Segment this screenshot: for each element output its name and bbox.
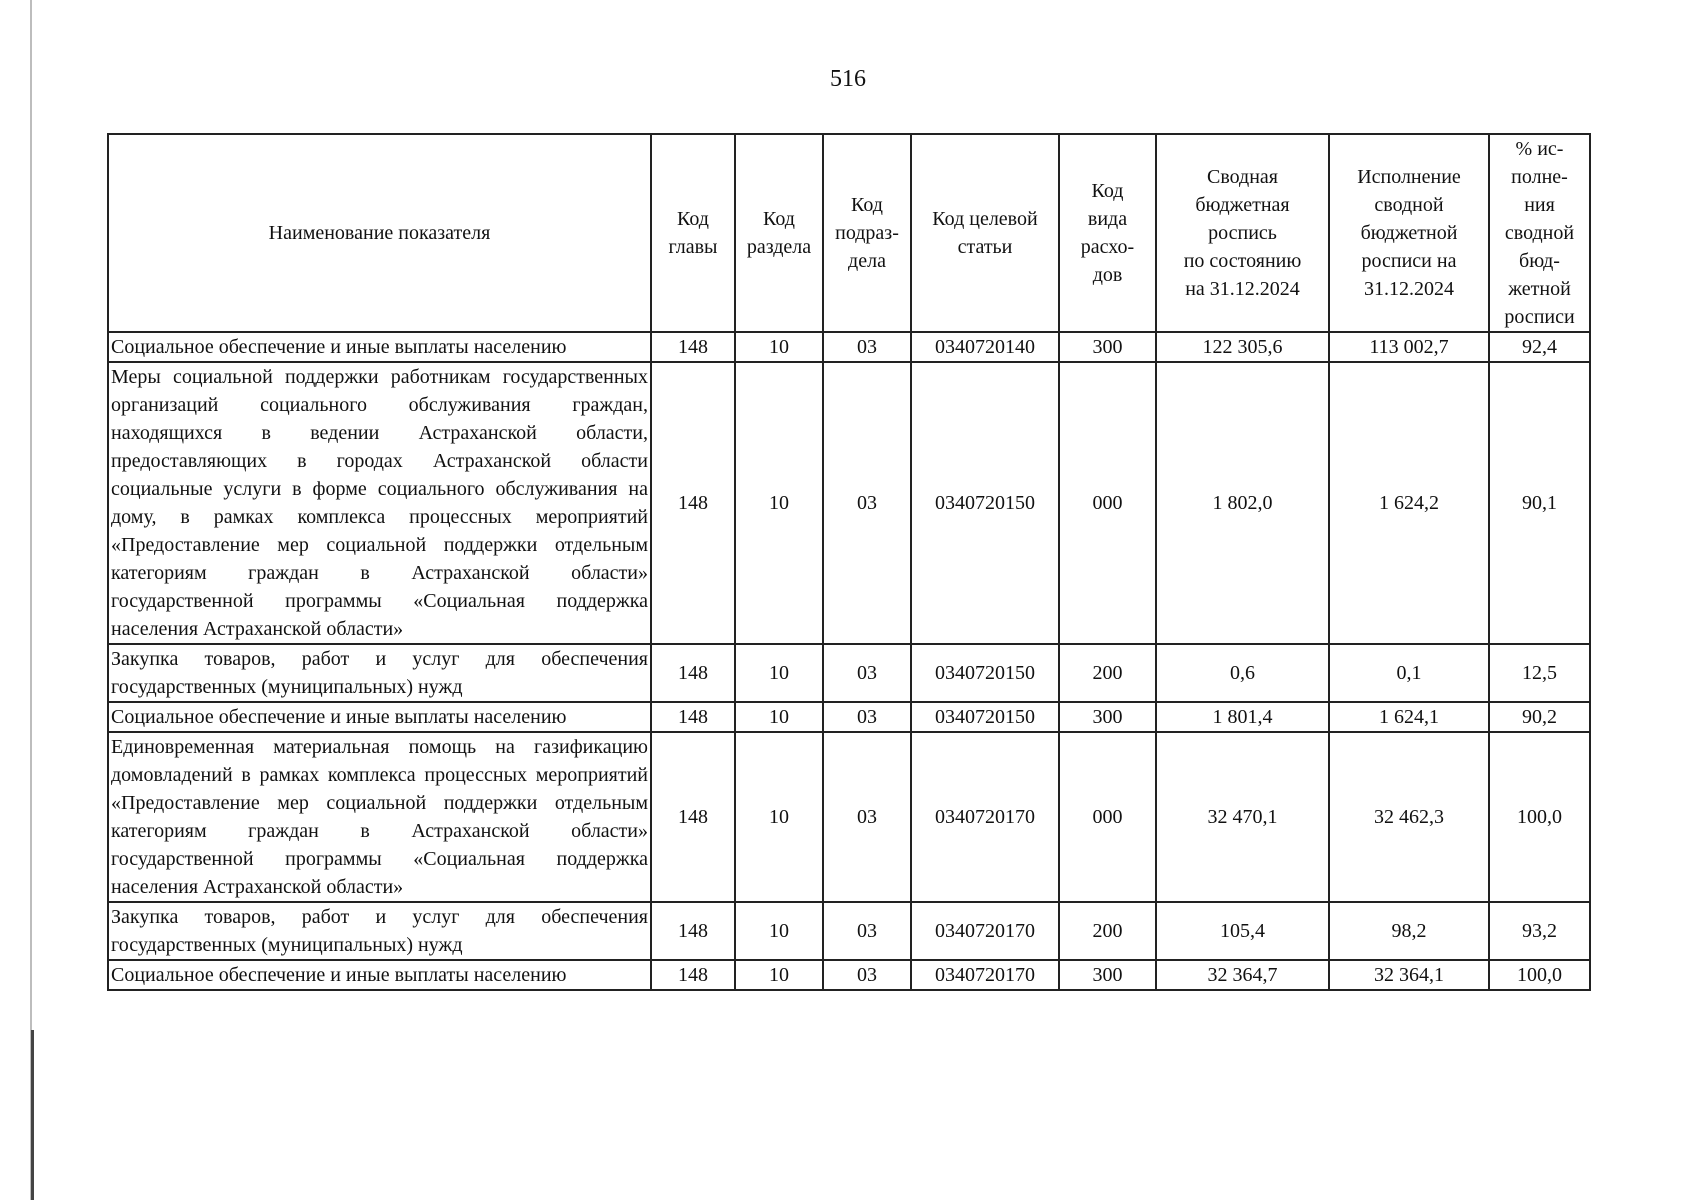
cell-fact: 32 462,3: [1329, 732, 1489, 902]
cell-name: Закупка товаров, работ и услуг для обеспечения государственных (муниципальных) нужд: [108, 902, 651, 960]
cell-glava: 148: [651, 702, 735, 732]
cell-vid: 200: [1059, 902, 1156, 960]
header-fact: Исполнение сводной бюджетной росписи на 31.12.2024: [1329, 134, 1489, 332]
header-glava: Код главы: [651, 134, 735, 332]
cell-pct: 12,5: [1489, 644, 1590, 702]
cell-razdel: 10: [735, 902, 823, 960]
header-razdel: Код раздела: [735, 134, 823, 332]
cell-vid: 300: [1059, 332, 1156, 362]
cell-razdel: 10: [735, 332, 823, 362]
cell-glava: 148: [651, 332, 735, 362]
cell-glava: 148: [651, 902, 735, 960]
table-body: [108, 332, 1590, 990]
cell-plan: 32 364,7: [1156, 960, 1329, 990]
cell-fact: 0,1: [1329, 644, 1489, 702]
cell-podrazdel: 03: [823, 960, 911, 990]
cell-podrazdel: 03: [823, 902, 911, 960]
cell-vid: 200: [1059, 644, 1156, 702]
cell-razdel: 10: [735, 362, 823, 644]
cell-name: Единовременная материальная помощь на газификацию домовладений в рамках комплекса процессных мероприятий «Предоставление мер социальной поддержки отдельным категориям граждан в Астраханской области» государственной программы «Социальная поддержка населения Астраханской области»: [108, 732, 651, 902]
cell-name: Социальное обеспечение и иные выплаты населению: [108, 702, 651, 732]
cell-fact: 1 624,2: [1329, 362, 1489, 644]
cell-glava: 148: [651, 362, 735, 644]
table-header: [108, 134, 1590, 332]
cell-razdel: 10: [735, 644, 823, 702]
cell-fact: 32 364,1: [1329, 960, 1489, 990]
header-row: [108, 134, 1590, 332]
cell-pct: 100,0: [1489, 732, 1590, 902]
cell-cel: 0340720170: [911, 732, 1059, 902]
cell-plan: 1 801,4: [1156, 702, 1329, 732]
cell-vid: 300: [1059, 702, 1156, 732]
budget-table: [107, 133, 1591, 991]
cell-plan: 122 305,6: [1156, 332, 1329, 362]
cell-cel: 0340720150: [911, 362, 1059, 644]
cell-fact: 98,2: [1329, 902, 1489, 960]
header-plan: Сводная бюджетная роспись по состоянию на 31.12.2024: [1156, 134, 1329, 332]
cell-pct: 90,2: [1489, 702, 1590, 732]
cell-razdel: 10: [735, 702, 823, 732]
cell-pct: 100,0: [1489, 960, 1590, 990]
cell-name: Социальное обеспечение и иные выплаты населению: [108, 960, 651, 990]
cell-cel: 0340720170: [911, 902, 1059, 960]
cell-name: Социальное обеспечение и иные выплаты населению: [108, 332, 651, 362]
cell-glava: 148: [651, 644, 735, 702]
page-number: 516: [830, 66, 866, 92]
cell-plan: 0,6: [1156, 644, 1329, 702]
cell-glava: 148: [651, 732, 735, 902]
cell-podrazdel: 03: [823, 702, 911, 732]
table-row: [108, 644, 1590, 702]
header-pct: % ис- полне- ния сводной бюд- жетной росписи: [1489, 134, 1590, 332]
cell-plan: 105,4: [1156, 902, 1329, 960]
scan-left-edge: [30, 0, 32, 1200]
cell-podrazdel: 03: [823, 332, 911, 362]
table-row: [108, 902, 1590, 960]
cell-podrazdel: 03: [823, 362, 911, 644]
cell-vid: 000: [1059, 362, 1156, 644]
cell-podrazdel: 03: [823, 732, 911, 902]
cell-cel: 0340720140: [911, 332, 1059, 362]
cell-plan: 1 802,0: [1156, 362, 1329, 644]
cell-name: Меры социальной поддержки работникам государственных организаций социального обслуживания граждан, находящихся в ведении Астраханской области, предоставляющих в городах Астраханской области социальные услуги в форме социального обслуживания на дому, в рамках комплекса процессных мероприятий «Предоставление мер социальной поддержки отдельным категориям граждан в Астраханской области» государственной программы «Социальная поддержка населения Астраханской области»: [108, 362, 651, 644]
cell-cel: 0340720170: [911, 960, 1059, 990]
cell-vid: 000: [1059, 732, 1156, 902]
cell-pct: 93,2: [1489, 902, 1590, 960]
cell-razdel: 10: [735, 732, 823, 902]
cell-pct: 90,1: [1489, 362, 1590, 644]
table-row: [108, 702, 1590, 732]
table-row: [108, 362, 1590, 644]
cell-fact: 113 002,7: [1329, 332, 1489, 362]
cell-glava: 148: [651, 960, 735, 990]
cell-vid: 300: [1059, 960, 1156, 990]
header-podrazdel: Код подраз- дела: [823, 134, 911, 332]
table-row: [108, 960, 1590, 990]
cell-podrazdel: 03: [823, 644, 911, 702]
header-name: Наименование показателя: [108, 134, 651, 332]
cell-fact: 1 624,1: [1329, 702, 1489, 732]
cell-name: Закупка товаров, работ и услуг для обеспечения государственных (муниципальных) нужд: [108, 644, 651, 702]
cell-razdel: 10: [735, 960, 823, 990]
table-row: [108, 332, 1590, 362]
header-vid: Код вида расхо- дов: [1059, 134, 1156, 332]
scan-left-edge-dark: [31, 1030, 34, 1200]
cell-cel: 0340720150: [911, 644, 1059, 702]
cell-pct: 92,4: [1489, 332, 1590, 362]
cell-cel: 0340720150: [911, 702, 1059, 732]
cell-plan: 32 470,1: [1156, 732, 1329, 902]
header-cel: Код целевой статьи: [911, 134, 1059, 332]
table-row: [108, 732, 1590, 902]
